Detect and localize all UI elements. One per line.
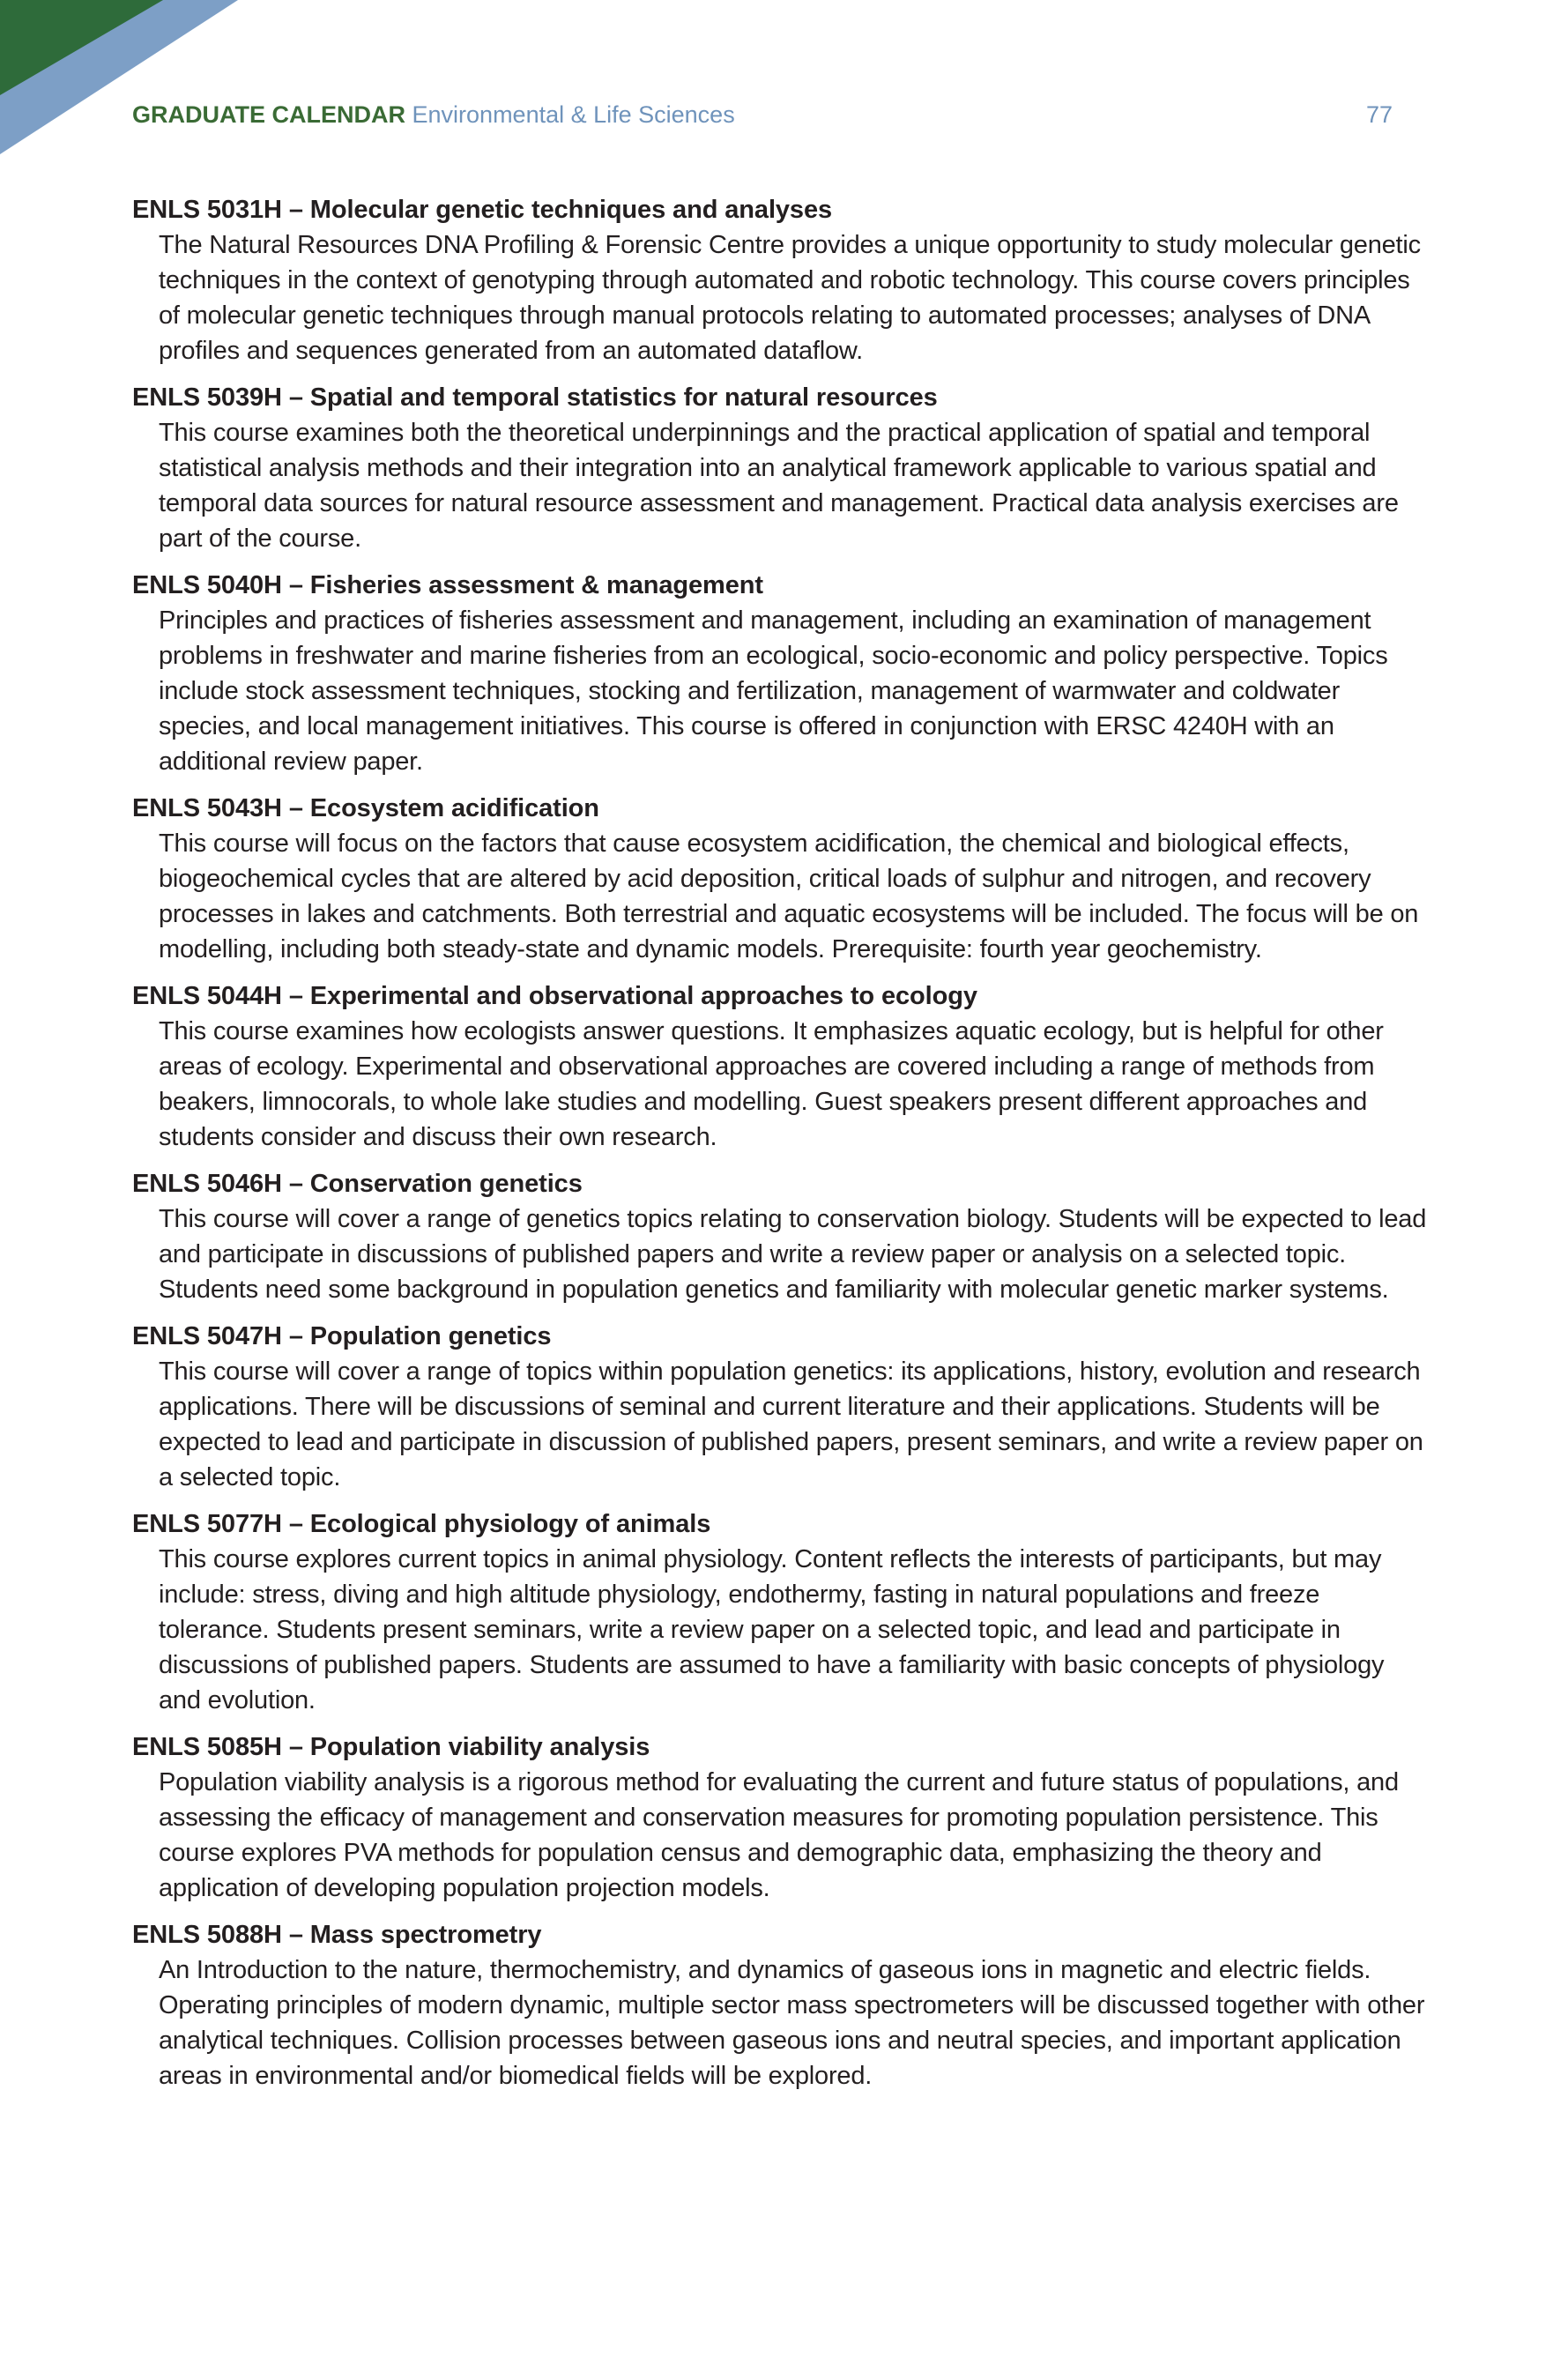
course-title: ENLS 5088H – Mass spectrometry <box>132 1921 542 1949</box>
course-title: ENLS 5046H – Conservation genetics <box>132 1170 583 1198</box>
course-list <box>132 192 1428 2105</box>
course-title: ENLS 5043H – Ecosystem acidification <box>132 794 599 822</box>
course-entry <box>132 568 1428 779</box>
course-entry <box>132 1319 1428 1495</box>
course-entry <box>132 1166 1428 1307</box>
department-title: Environmental & Life Sciences <box>412 101 735 128</box>
page-number: 77 <box>1365 101 1393 128</box>
course-description: This course will cover a range of topics within population genetics: its applications, history, evolution and research applications. There will be discussions of seminal and current literature and their applications. Students will be expected to lead and participate in discussion of published papers, present seminars, and write a review paper on a selected topic. <box>159 1357 1423 1491</box>
course-title: ENLS 5047H – Population genetics <box>132 1322 552 1350</box>
course-description: This course examines both the theoretical underpinnings and the practical application of spatial and temporal statistical analysis methods and their integration into an analytical framework applicable to various spatial and temporal data sources for natural resource assessment and management. Practical data analysis exercises are part of the course. <box>159 419 1399 553</box>
course-entry <box>132 978 1428 1155</box>
corner-decoration-graphic <box>0 0 264 167</box>
course-description: The Natural Resources DNA Profiling & Forensic Centre provides a unique opportunity to study molecular genetic techniques in the context of genotyping through automated and robotic technology. This course covers principles of molecular genetic techniques through manual protocols relating to automated processes; analyses of DNA profiles and sequences generated from an automated dataflow. <box>159 231 1421 365</box>
course-description: This course explores current topics in animal physiology. Content reflects the interests of participants, but may include: stress, diving and high altitude physiology, endothermy, fasting in natural populations and freeze tolerance. Students present seminars, write a review paper on a selected topic, and lead and participate in discussions of published papers. Students are assumed to have a familiarity with basic concepts of physiology and evolution. <box>159 1545 1385 1714</box>
course-title: ENLS 5031H – Molecular genetic techniques and analyses <box>132 196 833 224</box>
calendar-title: GRADUATE CALENDAR <box>132 101 405 128</box>
course-description: An Introduction to the nature, thermochemistry, and dynamics of gaseous ions in magnetic and electric fields. Operating principles of modern dynamic, multiple sector mass spectrometers will be discussed together with other analytical techniques. Collision processes between gaseous ions and neutral species, and important application areas in environmental and/or biomedical fields will be explored. <box>159 1956 1425 2090</box>
course-description: This course will cover a range of genetics topics relating to conservation biology. Students will be expected to lead and participate in discussions of published papers and write a review paper or analysis on a selected topic. Students need some background in population genetics and familiarity with molecular genetic marker systems. <box>159 1205 1427 1304</box>
course-entry <box>132 380 1428 556</box>
course-description: This course will focus on the factors that cause ecosystem acidification, the chemical and biological effects, biogeochemical cycles that are altered by acid deposition, critical loads of sulphur and nitrogen, and recovery processes in lakes and catchments. Both terrestrial and aquatic ecosystems will be included. The focus will be on modelling, including both steady-state and dynamic models. Prerequisite: fourth year geochemistry. <box>159 829 1419 963</box>
course-description: This course examines how ecologists answer questions. It emphasizes aquatic ecology, but is helpful for other areas of ecology. Experimental and observational approaches are covered including a range of methods from beakers, limnocorals, to whole lake studies and modelling. Guest speakers present different approaches and students consider and discuss their own research. <box>159 1017 1384 1151</box>
page-header <box>132 97 1393 132</box>
course-title: ENLS 5077H – Ecological physiology of animals <box>132 1510 711 1538</box>
course-title: ENLS 5040H – Fisheries assessment & management <box>132 571 763 599</box>
course-title: ENLS 5044H – Experimental and observational approaches to ecology <box>132 982 977 1010</box>
course-description: Principles and practices of fisheries assessment and management, including an examination of management problems in freshwater and marine fisheries from an ecological, socio-economic and policy perspective. Topics include stock assessment techniques, stocking and fertilization, management of warmwater and coldwater species, and local management initiatives. This course is offered in conjunction with ERSC 4240H with an additional review paper. <box>159 606 1388 776</box>
course-entry <box>132 791 1428 967</box>
course-title: ENLS 5039H – Spatial and temporal statistics for natural resources <box>132 383 938 412</box>
course-entry <box>132 1917 1428 2094</box>
course-entry <box>132 192 1428 368</box>
course-entry <box>132 1506 1428 1718</box>
course-description: Population viability analysis is a rigorous method for evaluating the current and future status of populations, and assessing the efficacy of management and conservation measures for promoting population persistence. This course explores PVA methods for population census and demographic data, emphasizing the theory and application of developing population projection models. <box>159 1768 1399 1902</box>
course-entry <box>132 1729 1428 1906</box>
course-title: ENLS 5085H – Population viability analysis <box>132 1733 650 1761</box>
